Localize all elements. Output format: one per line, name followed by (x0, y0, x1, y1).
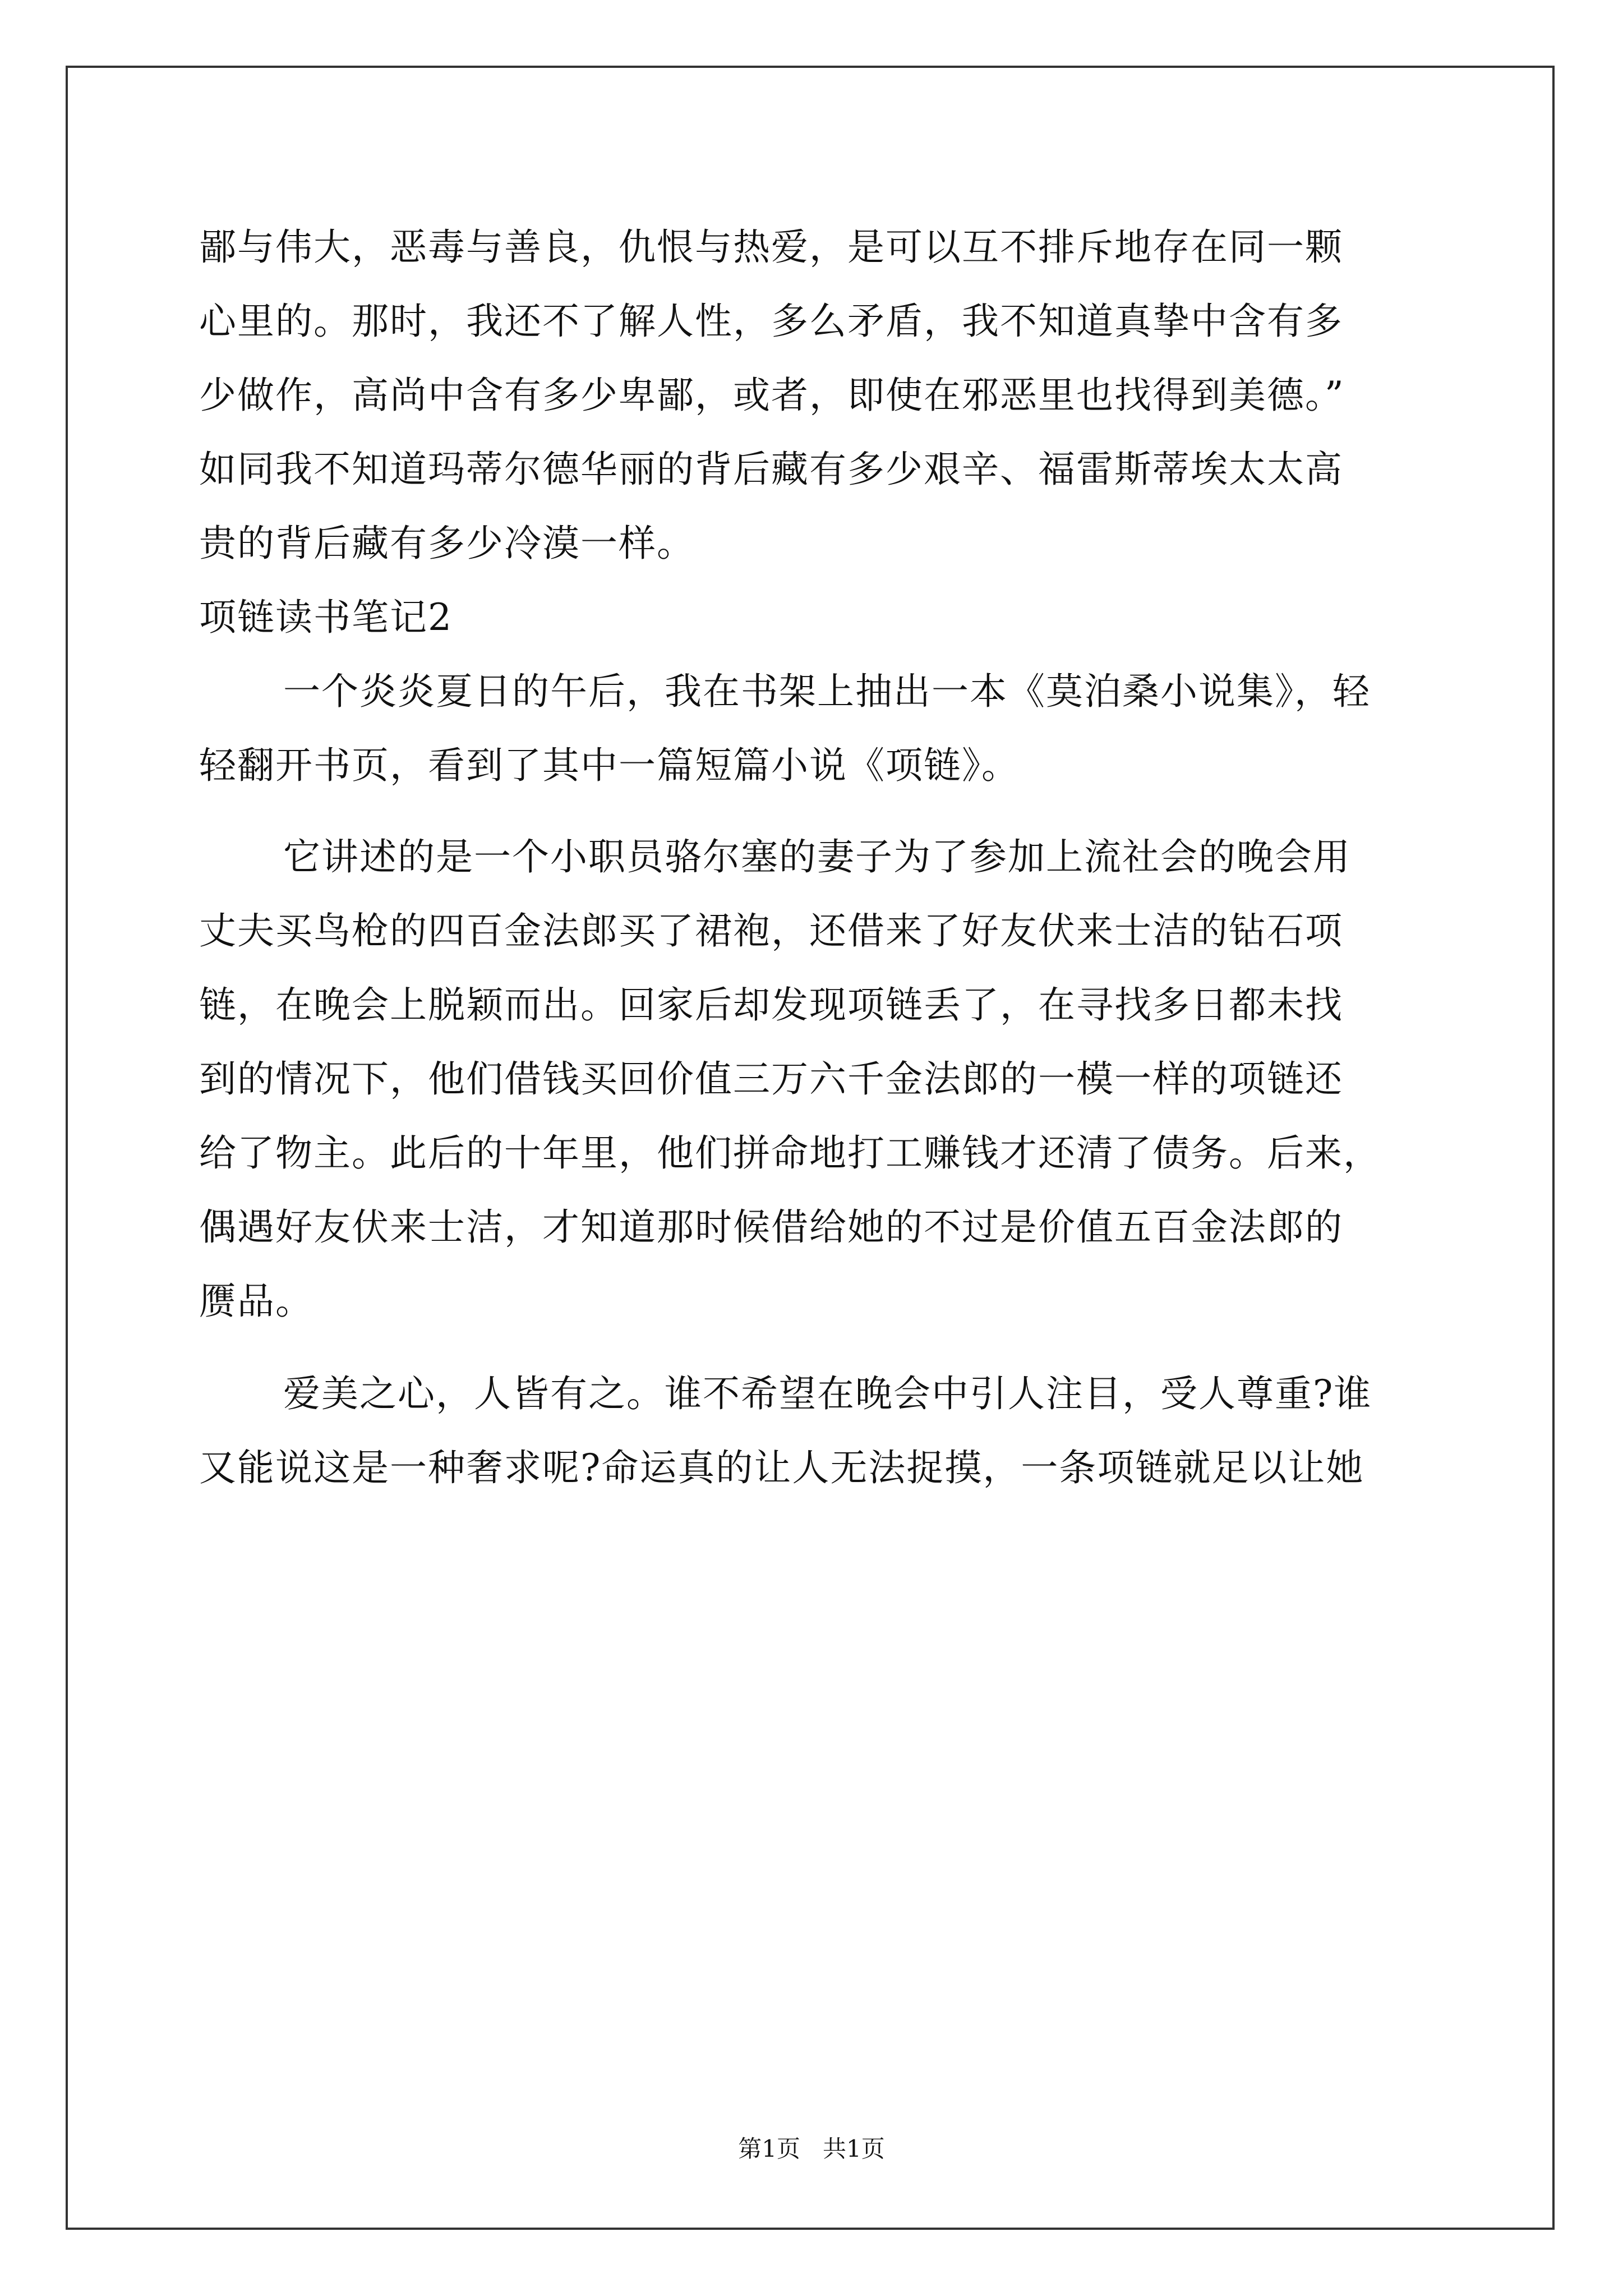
page-total: 共1页 (823, 2135, 885, 2162)
text-line: 少做作，高尚中含有多少卑鄙，或者，即使在邪恶里也找得到美德。” (199, 374, 1345, 417)
section-heading: 项链读书笔记2 (199, 596, 453, 639)
page-number: 第1页 (738, 2135, 800, 2162)
text-line: 心里的。那时，我还不了解人性，多么矛盾，我不知道真挚中含有多 (199, 300, 1343, 343)
text-line: 如同我不知道玛蒂尔德华丽的背后藏有多少艰辛、福雷斯蒂埃太太高 (199, 448, 1343, 491)
text-line: 给了物主。此后的十年里，他们拼命地打工赚钱才还清了债务。后来， (199, 1131, 1381, 1175)
text-line: 偶遇好友伏来士洁，才知道那时候借给她的不过是价值五百金法郎的 (199, 1205, 1343, 1249)
text-line: 又能说这是一种奢求呢?命运真的让人无法捉摸，一条项链就足以让她 (199, 1446, 1364, 1489)
text-line: 链，在晚会上脱颖而出。回家后却发现项链丢了，在寻找多日都未找 (199, 983, 1343, 1027)
text-line: 一个炎炎夏日的午后，我在书架上抽出一本《莫泊桑小说集》，轻 (283, 670, 1371, 713)
text-line: 贵的背后藏有多少冷漠一样。 (199, 522, 695, 565)
page-footer (0, 2137, 1623, 2161)
text-line: 轻翻开书页，看到了其中一篇短篇小说《项链》。 (199, 744, 1020, 787)
text-line: 鄙与伟大，恶毒与善良，仇恨与热爱，是可以互不排斥地存在同一颗 (199, 226, 1343, 269)
text-line: 到的情况下，他们借钱买回价值三万六千金法郎的一模一样的项链还 (199, 1057, 1343, 1101)
text-line: 丈夫买鸟枪的四百金法郎买了裙袍，还借来了好友伏来士洁的钻石项 (199, 909, 1343, 953)
text-line: 它讲述的是一个小职员骆尔塞的妻子为了参加上流社会的晚会用 (283, 835, 1351, 878)
text-line: 赝品。 (199, 1280, 313, 1323)
text-line: 爱美之心，人皆有之。谁不希望在晚会中引人注目，受人尊重?谁 (283, 1372, 1372, 1415)
